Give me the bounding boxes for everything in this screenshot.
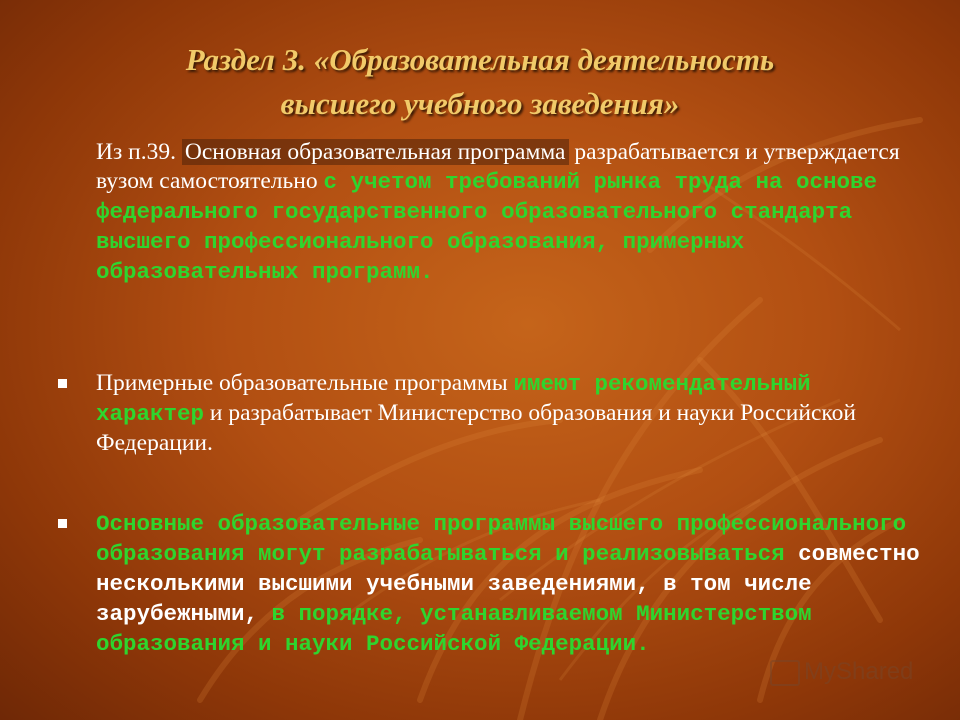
bullet2-green-text-1: Основные образовательные программы высшего профессионального образования могут разрабатываться и реализовываться [96,511,907,567]
watermark-logo-icon [770,660,800,686]
slide-title [40,38,920,126]
bullet-item-1 [96,369,926,458]
intro-middle: разрабатывается и утверждается вузом самостоятельно [96,139,900,194]
intro-highlight: Основная образовательная программа [182,139,569,165]
watermark-text: MyShared [804,658,914,685]
watermark [770,658,913,686]
bullet-marker-1 [58,379,67,388]
bullet-marker-2 [58,519,67,528]
bullet2-white-text: совместно несколькими высшими учебными заведениями, в том числе зарубежными, [96,541,920,627]
bullet-item-2 [96,509,926,659]
title-line-2: высшего учебного заведения» [280,86,680,121]
bullet2-green-text-2: в порядке, устанавливаемом Министерством образования и науки Российской Федерации. [96,601,812,657]
intro-prefix: Из п.39. [96,139,182,165]
intro-green-text: с учетом требований рынка труда на основе федерального государственного образовательного стандарта высшего профессионального образования, примерных образовательных программ. [96,169,878,285]
bullet1-green-text: имеют рекомендательный характер [96,371,811,427]
title-line-1: Раздел 3. «Образовательная деятельность [185,42,775,77]
bullet1-text-end: и разрабатывает Министерство образования и науки Российской Федерации. [96,400,856,456]
bullet1-text-start: Примерные образовательные программы [96,370,514,396]
paragraph-intro [96,138,926,287]
